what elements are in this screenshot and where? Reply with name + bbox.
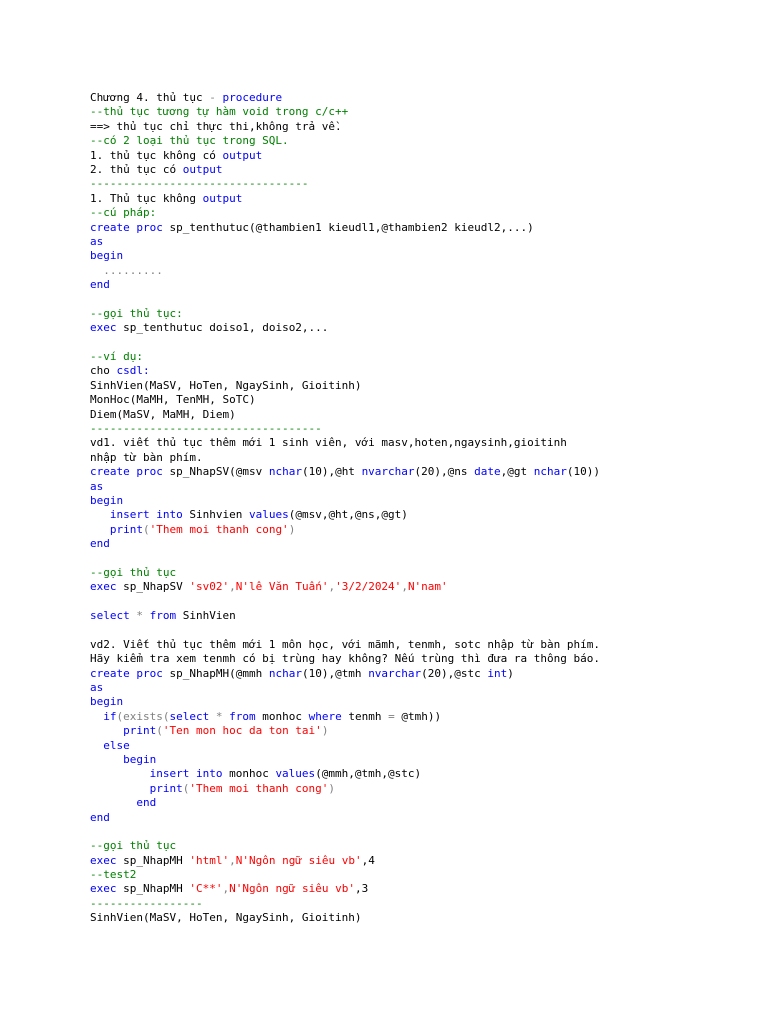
code-token: '3/2/2024' [335, 580, 402, 594]
code-token: 1. Thủ tục không [90, 191, 203, 205]
code-token: --gọi thủ tục [90, 565, 177, 579]
code-token: ,@gt [500, 465, 534, 479]
code-token: select [169, 709, 216, 723]
code-token: sp_NhapSV [123, 580, 190, 594]
code-token: tenmh [348, 709, 389, 723]
code-token: exec [90, 580, 124, 594]
code-token: , [229, 853, 236, 867]
code-line [90, 364, 750, 378]
code-token: Diem(MaSV, MaMH, Diem) [90, 407, 236, 421]
code-line [90, 350, 750, 364]
code-token: --test2 [90, 868, 137, 882]
code-token: select [90, 609, 137, 623]
code-token: create proc [90, 666, 170, 680]
code-token: sp_NhapMH [123, 882, 190, 896]
code-token: nvarchar [361, 465, 415, 479]
code-token: print [90, 724, 157, 738]
code-token: cho [90, 364, 117, 378]
code-token: sp_NhapMH [123, 853, 190, 867]
code-line [90, 206, 750, 220]
code-line [90, 523, 750, 537]
code-token: (10),@tmh [301, 666, 369, 680]
code-token: nchar [533, 465, 567, 479]
code-token: 'Ten mon hoc da ton tai' [162, 724, 322, 738]
code-token: @tmh)) [401, 709, 442, 723]
code-line [90, 149, 750, 163]
code-token: create proc [90, 465, 170, 479]
code-token: --------------------------------- [90, 177, 309, 191]
code-line [90, 221, 750, 235]
code-line [90, 580, 750, 594]
code-token: sp_tenthutuc doiso1, doiso2,... [123, 321, 329, 335]
code-token: (@msv,@ht,@ns,@gt) [288, 508, 408, 522]
code-line [90, 508, 750, 522]
code-token: ) [288, 522, 296, 536]
code-token: begin [90, 695, 124, 709]
code-token: , [222, 882, 230, 896]
code-token: ) [507, 666, 514, 680]
code-line [90, 408, 750, 422]
code-token: --thủ tục tương tự hàm void trong c/c++ [90, 105, 349, 119]
code-token: as [90, 234, 104, 248]
code-token: --gọi thủ tục: [90, 306, 183, 320]
code-token: (20),@ns [414, 465, 475, 479]
code-token: ( [182, 781, 190, 795]
code-line [90, 451, 750, 465]
code-line [90, 854, 750, 868]
code-line [90, 623, 750, 637]
code-token: (20),@stc [421, 666, 488, 680]
code-token: ( [162, 709, 170, 723]
code-token: print [90, 781, 183, 795]
code-line [90, 566, 750, 580]
code-token: output [222, 148, 263, 162]
code-line [90, 724, 750, 738]
code-token: SinhVien [182, 609, 236, 623]
code-token: ( [142, 522, 150, 536]
code-token: N'Ngôn ngữ siêu vb' [229, 882, 355, 896]
code-line [90, 134, 750, 148]
code-line [90, 278, 750, 292]
code-token: 'C**' [189, 882, 223, 896]
code-line [90, 436, 750, 450]
code-line [90, 839, 750, 853]
code-token: --cú pháp: [90, 206, 157, 220]
code-line [90, 292, 750, 306]
code-line [90, 192, 750, 206]
code-token: insert into [90, 508, 190, 522]
document-page [90, 91, 750, 926]
code-token: --có 2 loại thủ tục trong SQL. [90, 134, 289, 148]
code-line [90, 897, 750, 911]
code-token: if [90, 709, 117, 723]
code-token: create proc [90, 220, 170, 234]
code-token: monhoc [229, 767, 276, 781]
code-token: ......... [90, 263, 163, 277]
code-token: sp_NhapSV(@msv [169, 465, 269, 479]
code-line [90, 753, 750, 767]
code-token: nhập từ bàn phím. [90, 450, 203, 464]
code-token: , [401, 580, 408, 594]
code-token: exec [90, 882, 124, 896]
code-token: exec [90, 853, 124, 867]
code-line [90, 494, 750, 508]
code-token: (10)) [566, 465, 601, 479]
code-token: nchar [268, 666, 302, 680]
code-token: ( [116, 709, 124, 723]
code-token: (10),@ht [301, 465, 362, 479]
code-token: end [90, 537, 110, 551]
code-line [90, 811, 750, 825]
code-line [90, 321, 750, 335]
code-line [90, 91, 750, 105]
code-token: sp_tenthutuc(@thambien1 kieudl1,@thambien2 kieudl2,...) [169, 220, 534, 234]
code-token: int [487, 666, 508, 680]
code-token: as [90, 681, 104, 695]
code-line [90, 911, 750, 925]
code-token: date [474, 465, 501, 479]
code-token: ( [156, 724, 163, 738]
code-token: vd1. viết thủ tục thêm mới 1 sinh viên, với masv,hoten,ngaysinh,gioitinh [90, 436, 567, 450]
code-token: from [229, 709, 263, 723]
code-line [90, 868, 750, 882]
code-token: 1. thủ tục không có [90, 148, 223, 162]
code-line [90, 739, 750, 753]
code-token: ,4 [361, 853, 375, 867]
code-line [90, 595, 750, 609]
code-line [90, 710, 750, 724]
code-line [90, 465, 750, 479]
code-token: N'Ngôn ngữ siêu vb' [235, 853, 362, 867]
code-line [90, 120, 750, 134]
code-token: 'html' [189, 853, 230, 867]
code-token: 'Them moi thanh cong' [149, 522, 289, 536]
code-token: from [149, 609, 183, 623]
code-line [90, 235, 750, 249]
code-line [90, 177, 750, 191]
code-token: (@mmh,@tmh,@stc) [315, 767, 422, 781]
code-token: , [229, 580, 236, 594]
code-line [90, 105, 750, 119]
code-line [90, 695, 750, 709]
code-token: output [182, 162, 223, 176]
code-token: 2. thủ tục có [90, 162, 183, 176]
code-line [90, 264, 750, 278]
code-line [90, 782, 750, 796]
code-line [90, 249, 750, 263]
code-line [90, 537, 750, 551]
code-token: exists [123, 709, 163, 723]
code-line [90, 796, 750, 810]
code-line [90, 652, 750, 666]
code-token: Chương 4. thủ tục [90, 91, 210, 104]
code-token: procedure [222, 91, 283, 104]
code-line [90, 681, 750, 695]
code-token: SinhVien(MaSV, HoTen, NgaySinh, Gioitinh) [90, 911, 362, 925]
code-token: csdl: [116, 364, 150, 378]
code-token: * [136, 609, 150, 623]
code-token: , [328, 580, 336, 594]
code-line [90, 638, 750, 652]
code-line [90, 379, 750, 393]
code-token: * [215, 709, 230, 723]
code-token: nvarchar [368, 666, 422, 680]
code-token: ----------------- [90, 896, 203, 910]
code-line [90, 552, 750, 566]
code-token: ) [328, 781, 336, 795]
code-token: sp_NhapMH(@mmh [169, 666, 269, 680]
code-line [90, 336, 750, 350]
code-token: print [90, 522, 143, 536]
code-line [90, 393, 750, 407]
code-token: end [90, 810, 110, 824]
code-line [90, 825, 750, 839]
code-line [90, 422, 750, 436]
code-token: - [209, 91, 223, 104]
code-token: monhoc [262, 709, 309, 723]
code-line [90, 767, 750, 781]
code-token: where [308, 709, 349, 723]
code-token: Sinhvien [189, 508, 249, 522]
code-token: ,3 [354, 882, 369, 896]
code-token: end [90, 796, 157, 810]
code-token: begin [90, 493, 124, 507]
code-token: values [248, 508, 289, 522]
code-token: SinhVien(MaSV, HoTen, NgaySinh, Gioitinh) [90, 378, 362, 392]
code-line [90, 480, 750, 494]
code-token: MonHoc(MaMH, TenMH, SoTC) [90, 393, 256, 407]
code-token: nchar [268, 465, 302, 479]
code-token: Hãy kiểm tra xem tenmh có bị trùng hay không? Nếu trùng thì đưa ra thông báo. [90, 652, 600, 666]
code-token: ==> thủ tục chỉ thực thi,không trả về. [90, 119, 342, 133]
code-token: as [90, 479, 104, 493]
code-token: output [202, 191, 243, 205]
code-token: N'lê Văn Tuấn' [235, 580, 329, 594]
code-token: exec [90, 321, 124, 335]
code-line [90, 307, 750, 321]
code-token: begin [90, 752, 157, 766]
code-token: 'Them moi thanh cong' [189, 781, 329, 795]
code-token: --gọi thủ tục [90, 839, 177, 853]
code-token: --ví dụ: [90, 350, 143, 364]
code-token: else [90, 738, 130, 752]
code-token: = [388, 709, 402, 723]
code-token: vd2. Viết thủ tục thêm mới 1 môn học, với mãmh, tenmh, sotc nhập từ bàn phím. [90, 637, 600, 651]
code-token: ) [321, 724, 329, 738]
code-line [90, 609, 750, 623]
code-token: end [90, 278, 110, 292]
code-line [90, 667, 750, 681]
code-line [90, 882, 750, 896]
code-token: values [275, 767, 316, 781]
code-token: insert into [90, 767, 230, 781]
code-token: N'nam' [407, 580, 448, 594]
code-token: ----------------------------------- [90, 421, 322, 435]
code-token: begin [90, 249, 124, 263]
code-token: 'sv02' [189, 580, 230, 594]
code-line [90, 163, 750, 177]
